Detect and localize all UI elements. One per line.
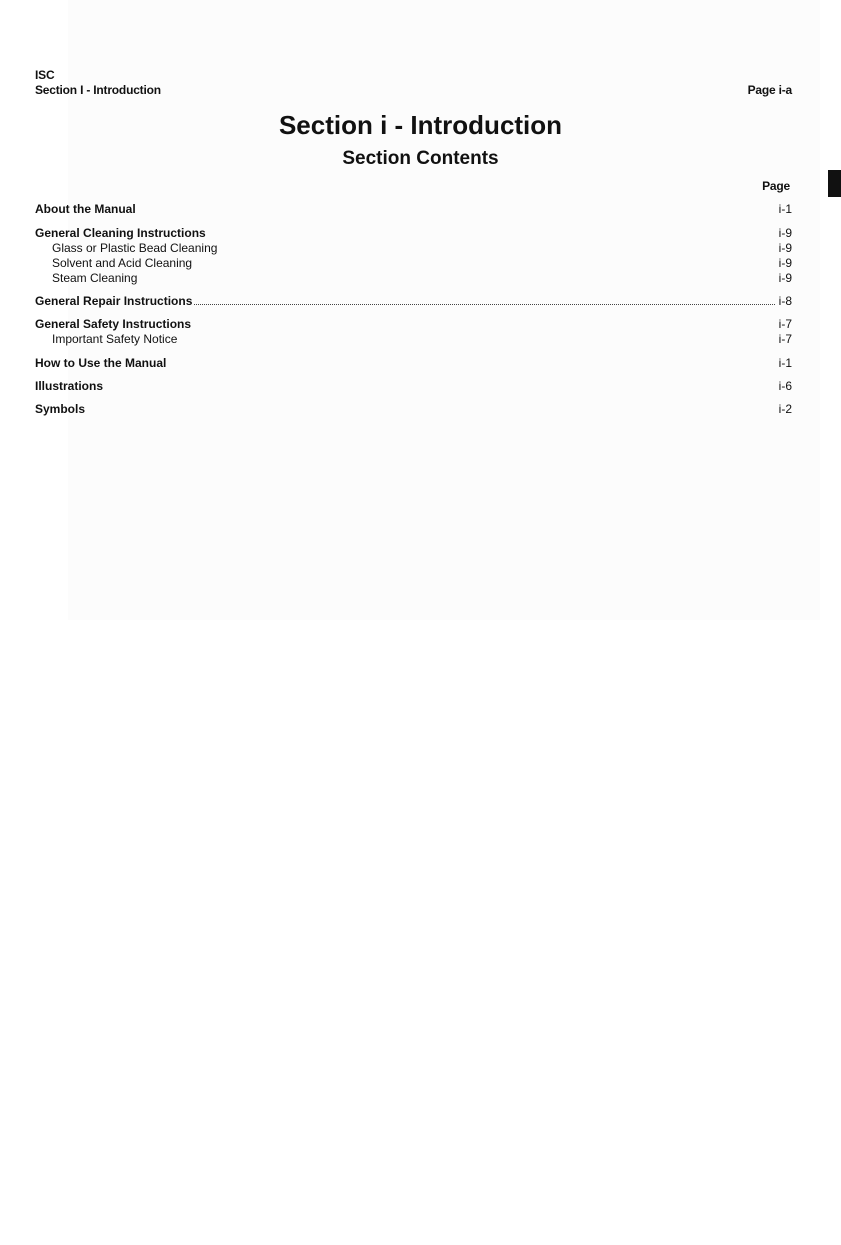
- toc-entry[interactable]: [35, 379, 792, 393]
- toc-entry-page: i-6: [778, 379, 792, 393]
- running-header-section: Section I - Introduction: [35, 83, 161, 97]
- toc-entry-label: General Repair Instructions: [35, 294, 193, 308]
- running-header-page: Page i-a: [747, 83, 792, 97]
- toc-entry[interactable]: [35, 332, 792, 346]
- toc-entry-page: i-7: [778, 332, 792, 346]
- toc-entry[interactable]: [35, 241, 792, 255]
- toc-entry-label: Illustrations: [35, 379, 104, 393]
- page-subtitle: Section Contents: [342, 148, 499, 169]
- toc-entry-label: How to Use the Manual: [35, 356, 167, 370]
- toc-entry-page: i-1: [778, 202, 792, 216]
- scanned-page-area: [68, 0, 820, 620]
- toc-entry-page: i-1: [778, 356, 792, 370]
- toc-entry[interactable]: [35, 294, 792, 308]
- toc-entry[interactable]: [35, 402, 792, 416]
- toc-entry[interactable]: [35, 317, 792, 331]
- section-thumb-tab: [828, 170, 841, 197]
- manual-code: ISC: [35, 68, 55, 82]
- toc-entry-page: i-9: [778, 226, 792, 240]
- toc-entry-label: Important Safety Notice: [52, 332, 178, 346]
- toc-entry-label: General Cleaning Instructions: [35, 226, 206, 240]
- page-title: Section i - Introduction: [278, 110, 563, 140]
- page-column-label: Page: [762, 179, 790, 193]
- toc-entry-label: Symbols: [35, 402, 86, 416]
- toc-entry-label: Solvent and Acid Cleaning: [52, 256, 193, 270]
- toc-entry[interactable]: [35, 256, 792, 270]
- toc-entry[interactable]: [35, 271, 792, 285]
- toc-entry-page: i-9: [778, 271, 792, 285]
- toc-entry[interactable]: [35, 226, 792, 240]
- toc-entry-label: General Safety Instructions: [35, 317, 192, 331]
- toc-entry-page: i-2: [778, 402, 792, 416]
- toc-leader: [194, 304, 774, 305]
- toc-entry-page: i-9: [778, 241, 792, 255]
- toc-entry[interactable]: [35, 202, 792, 216]
- toc-entry-page: i-9: [778, 256, 792, 270]
- toc-entry-page: i-7: [778, 317, 792, 331]
- toc-entry-label: Glass or Plastic Bead Cleaning: [52, 241, 218, 255]
- toc-entry-label: Steam Cleaning: [52, 271, 138, 285]
- toc-entry-label: About the Manual: [35, 202, 136, 216]
- toc-entry[interactable]: [35, 356, 792, 370]
- toc-entry-page: i-8: [778, 294, 792, 308]
